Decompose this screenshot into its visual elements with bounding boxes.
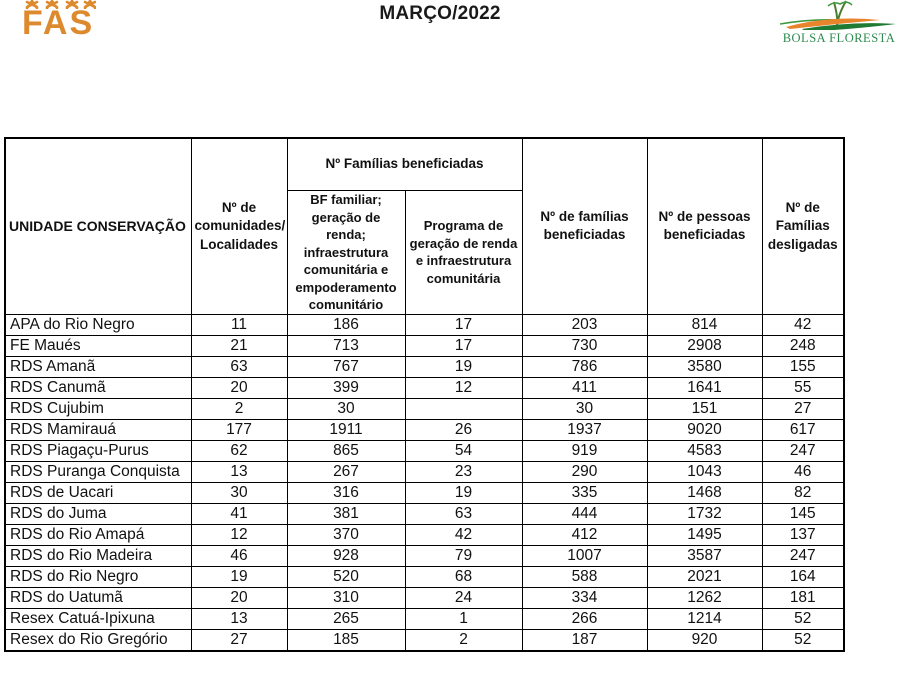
- table-row: [5, 629, 844, 651]
- value-cell: 145: [762, 503, 844, 524]
- table-row: [5, 440, 844, 461]
- value-cell: 46: [191, 545, 287, 566]
- value-cell: 9020: [647, 419, 762, 440]
- table-row: [5, 419, 844, 440]
- value-cell: 730: [522, 335, 647, 356]
- value-cell: 164: [762, 566, 844, 587]
- unit-name-cell: Resex do Rio Gregório: [5, 629, 191, 651]
- value-cell: 203: [522, 314, 647, 335]
- value-cell: 17: [405, 335, 522, 356]
- value-cell: 412: [522, 524, 647, 545]
- value-cell: 266: [522, 608, 647, 629]
- value-cell: 444: [522, 503, 647, 524]
- value-cell: 2021: [647, 566, 762, 587]
- value-cell: 186: [287, 314, 405, 335]
- value-cell: 928: [287, 545, 405, 566]
- column-header-familias-desligadas: Nº de Famílias desligadas: [762, 138, 844, 314]
- value-cell: 267: [287, 461, 405, 482]
- value-cell: 52: [762, 608, 844, 629]
- value-cell: 63: [191, 356, 287, 377]
- value-cell: 19: [405, 482, 522, 503]
- value-cell: 30: [522, 398, 647, 419]
- column-header-comunidades: Nº de comunidades/ Localidades: [191, 138, 287, 314]
- column-header-familias-beneficiadas: Nº de famílias beneficiadas: [522, 138, 647, 314]
- value-cell: 290: [522, 461, 647, 482]
- value-cell: 2: [191, 398, 287, 419]
- value-cell: 13: [191, 608, 287, 629]
- value-cell: 1495: [647, 524, 762, 545]
- value-cell: 786: [522, 356, 647, 377]
- value-cell: 1732: [647, 503, 762, 524]
- value-cell: 1911: [287, 419, 405, 440]
- unit-name-cell: RDS do Juma: [5, 503, 191, 524]
- value-cell: 187: [522, 629, 647, 651]
- value-cell: 1937: [522, 419, 647, 440]
- value-cell: 520: [287, 566, 405, 587]
- value-cell: 54: [405, 440, 522, 461]
- value-cell: 30: [191, 482, 287, 503]
- value-cell: 919: [522, 440, 647, 461]
- value-cell: 13: [191, 461, 287, 482]
- value-cell: 713: [287, 335, 405, 356]
- unit-name-cell: RDS Canumã: [5, 377, 191, 398]
- value-cell: 155: [762, 356, 844, 377]
- table-row: [5, 314, 844, 335]
- value-cell: 20: [191, 587, 287, 608]
- value-cell: 11: [191, 314, 287, 335]
- unit-name-cell: FE Maués: [5, 335, 191, 356]
- value-cell: 310: [287, 587, 405, 608]
- table-row: [5, 356, 844, 377]
- table-row: [5, 587, 844, 608]
- value-cell: 19: [191, 566, 287, 587]
- value-cell: 248: [762, 335, 844, 356]
- value-cell: 19: [405, 356, 522, 377]
- column-group-familias-beneficiadas: Nº Famílias beneficiadas: [287, 138, 522, 191]
- value-cell: 185: [287, 629, 405, 651]
- beneficiaries-table: [4, 137, 845, 652]
- page-title: MARÇO/2022: [379, 3, 501, 24]
- value-cell: 4583: [647, 440, 762, 461]
- value-cell: 1043: [647, 461, 762, 482]
- value-cell: 370: [287, 524, 405, 545]
- value-cell: 381: [287, 503, 405, 524]
- value-cell: 21: [191, 335, 287, 356]
- value-cell: 12: [191, 524, 287, 545]
- unit-name-cell: RDS Mamirauá: [5, 419, 191, 440]
- unit-name-cell: RDS do Rio Amapá: [5, 524, 191, 545]
- table-row: [5, 566, 844, 587]
- value-cell: 27: [191, 629, 287, 651]
- value-cell: 177: [191, 419, 287, 440]
- value-cell: 1214: [647, 608, 762, 629]
- value-cell: 27: [762, 398, 844, 419]
- value-cell: 1262: [647, 587, 762, 608]
- value-cell: 3580: [647, 356, 762, 377]
- value-cell: 411: [522, 377, 647, 398]
- unit-name-cell: RDS do Uatumã: [5, 587, 191, 608]
- value-cell: 617: [762, 419, 844, 440]
- value-cell: 62: [191, 440, 287, 461]
- value-cell: 316: [287, 482, 405, 503]
- value-cell: 1007: [522, 545, 647, 566]
- table-row: [5, 524, 844, 545]
- value-cell: 399: [287, 377, 405, 398]
- table-row: [5, 482, 844, 503]
- unit-name-cell: RDS Puranga Conquista: [5, 461, 191, 482]
- value-cell: 767: [287, 356, 405, 377]
- bolsa-floresta-logo-text: BOLSA FLORESTA: [782, 31, 896, 45]
- value-cell: 26: [405, 419, 522, 440]
- unit-name-cell: RDS do Rio Madeira: [5, 545, 191, 566]
- value-cell: 55: [762, 377, 844, 398]
- unit-name-cell: APA do Rio Negro: [5, 314, 191, 335]
- table-row: [5, 398, 844, 419]
- value-cell: 23: [405, 461, 522, 482]
- table-row: [5, 545, 844, 566]
- unit-name-cell: Resex Catuá-Ipixuna: [5, 608, 191, 629]
- value-cell: 1641: [647, 377, 762, 398]
- value-cell: 52: [762, 629, 844, 651]
- column-header-pessoas-beneficiadas: Nº de pessoas beneficiadas: [647, 138, 762, 314]
- value-cell: 137: [762, 524, 844, 545]
- tree-swoosh-icon: [780, 0, 898, 30]
- unit-name-cell: RDS Piagaçu-Purus: [5, 440, 191, 461]
- table-row: [5, 461, 844, 482]
- value-cell: 265: [287, 608, 405, 629]
- value-cell: 63: [405, 503, 522, 524]
- value-cell: 334: [522, 587, 647, 608]
- value-cell: 42: [762, 314, 844, 335]
- value-cell: 12: [405, 377, 522, 398]
- unit-name-cell: RDS do Rio Negro: [5, 566, 191, 587]
- unit-name-cell: RDS de Uacari: [5, 482, 191, 503]
- table-row: [5, 608, 844, 629]
- value-cell: 151: [647, 398, 762, 419]
- value-cell: 82: [762, 482, 844, 503]
- value-cell: 41: [191, 503, 287, 524]
- unit-name-cell: RDS Cujubim: [5, 398, 191, 419]
- table-row: [5, 335, 844, 356]
- value-cell: 920: [647, 629, 762, 651]
- value-cell: 42: [405, 524, 522, 545]
- value-cell: 2908: [647, 335, 762, 356]
- table-row: [5, 503, 844, 524]
- value-cell: 247: [762, 545, 844, 566]
- table-body: [5, 314, 844, 651]
- value-cell: 20: [191, 377, 287, 398]
- value-cell: 335: [522, 482, 647, 503]
- column-header-bf-familiar: BF familiar; geração de renda; infraestrutura comunitária e empoderamento comunitário: [287, 191, 405, 315]
- value-cell: 46: [762, 461, 844, 482]
- value-cell: 79: [405, 545, 522, 566]
- table-header: [5, 138, 844, 314]
- fas-logo-text: FAS: [22, 4, 95, 42]
- column-header-unidade-conservacao: UNIDADE CONSERVAÇÃO: [5, 138, 191, 314]
- column-header-programa-renda: Programa de geração de renda e infraestrutura comunitária: [405, 191, 522, 315]
- value-cell: 17: [405, 314, 522, 335]
- value-cell: 2: [405, 629, 522, 651]
- value-cell: 24: [405, 587, 522, 608]
- value-cell: 1468: [647, 482, 762, 503]
- value-cell: 68: [405, 566, 522, 587]
- value-cell: 3587: [647, 545, 762, 566]
- value-cell: 865: [287, 440, 405, 461]
- value-cell: [405, 398, 522, 419]
- value-cell: 181: [762, 587, 844, 608]
- value-cell: 814: [647, 314, 762, 335]
- table-row: [5, 377, 844, 398]
- unit-name-cell: RDS Amanã: [5, 356, 191, 377]
- value-cell: 247: [762, 440, 844, 461]
- value-cell: 1: [405, 608, 522, 629]
- value-cell: 588: [522, 566, 647, 587]
- bolsa-floresta-logo: [780, 0, 898, 50]
- value-cell: 30: [287, 398, 405, 419]
